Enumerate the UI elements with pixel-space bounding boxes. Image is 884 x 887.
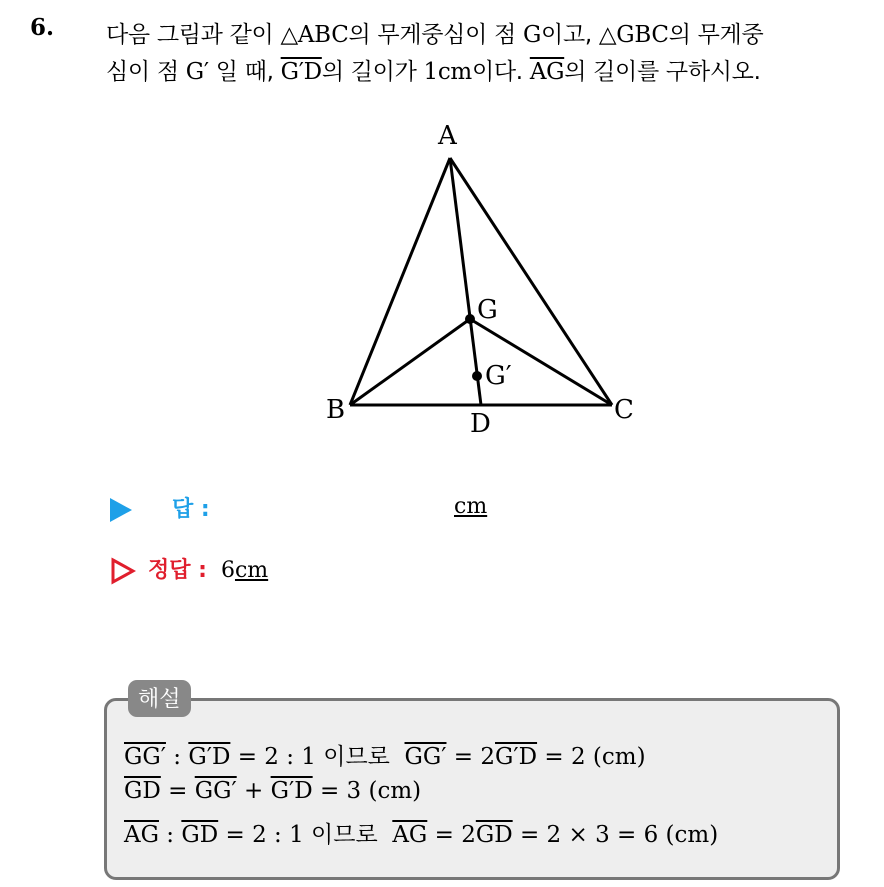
label-gprime: G′ bbox=[485, 361, 512, 391]
ko-text: 이므로 bbox=[323, 744, 390, 770]
ko-text: 이므로 bbox=[311, 822, 378, 848]
solution-line1 bbox=[124, 738, 646, 771]
op: = 3 (cm) bbox=[312, 778, 422, 804]
op: = 2 : 1 bbox=[230, 744, 324, 770]
op: = 2 bbox=[427, 822, 476, 848]
seg: $\overline{GD}$ bbox=[124, 778, 161, 804]
correct-value-unit: cm bbox=[234, 558, 269, 583]
q-text: 이다. bbox=[471, 59, 530, 85]
seg: $\overline{GD}$ bbox=[475, 822, 513, 848]
seg: GG′ bbox=[194, 778, 237, 804]
point-gprime: G′ bbox=[185, 59, 209, 85]
op: = 2 × 3 = 6 (cm) bbox=[512, 822, 719, 848]
point-g: G bbox=[522, 22, 542, 48]
op: = 2 (cm) bbox=[537, 744, 646, 770]
solution-line3 bbox=[124, 816, 718, 849]
seg: G′D bbox=[188, 744, 231, 770]
label-b: B bbox=[326, 395, 346, 425]
q-text: 심이 점 bbox=[106, 59, 186, 85]
seg: $\overline{AG}$ bbox=[392, 822, 428, 848]
correct-value-number: 6 bbox=[220, 558, 235, 583]
segment-gprime-d: G′D bbox=[280, 59, 322, 85]
answer-label: 답 : bbox=[172, 497, 210, 522]
correct-answer-row bbox=[110, 553, 268, 585]
label-d: D bbox=[470, 409, 491, 439]
q-text: 의 길이가 bbox=[321, 59, 424, 85]
solution-tag: 해설 bbox=[128, 680, 191, 717]
label-c: C bbox=[614, 395, 634, 425]
seg: $\overline{GD}$ bbox=[181, 822, 219, 848]
triangle-figure bbox=[300, 112, 660, 442]
q-text: 다음 그림과 같이 bbox=[106, 22, 281, 48]
side-ac bbox=[450, 158, 612, 405]
point-g-dot bbox=[465, 314, 475, 324]
triangle-abc: △ABC bbox=[280, 22, 349, 48]
q-text: 의 무게중 bbox=[668, 22, 764, 48]
correct-answer-label: 정답 : bbox=[148, 558, 207, 583]
triangle-gbc: △GBC bbox=[598, 22, 669, 48]
q-text: 의 길이를 구하시오. bbox=[564, 59, 761, 85]
question-text-line2 bbox=[106, 53, 761, 86]
q-text: 이고, bbox=[541, 22, 599, 48]
op: : bbox=[165, 744, 189, 770]
point-gprime-dot bbox=[472, 371, 482, 381]
q-text: 일 때, bbox=[208, 59, 281, 85]
segment-ag: $\overline{AG}$ bbox=[529, 59, 565, 85]
seg: GG′ bbox=[124, 744, 166, 770]
median-ad bbox=[450, 158, 481, 405]
length-value: 1cm bbox=[423, 59, 472, 85]
answer-row bbox=[110, 492, 210, 523]
outline-arrow-icon bbox=[110, 557, 136, 585]
correct-answer-value bbox=[221, 558, 268, 583]
op: : bbox=[158, 822, 182, 848]
answer-unit[interactable]: cm bbox=[454, 494, 488, 519]
label-a: A bbox=[438, 121, 457, 151]
op: = bbox=[160, 778, 195, 804]
question-text-line1 bbox=[106, 16, 763, 49]
question-number: 6. bbox=[30, 14, 55, 41]
seg: GG′ bbox=[404, 744, 447, 770]
label-g: G bbox=[477, 295, 498, 325]
seg: G′D bbox=[270, 778, 313, 804]
op: + bbox=[236, 778, 271, 804]
play-arrow-icon bbox=[110, 498, 132, 522]
seg: G′D bbox=[495, 744, 538, 770]
seg: $\overline{AG}$ bbox=[124, 822, 159, 848]
q-text: 의 무게중심이 점 bbox=[348, 22, 523, 48]
op: = 2 bbox=[446, 744, 496, 770]
op: = 2 : 1 bbox=[218, 822, 312, 848]
solution-line2 bbox=[124, 778, 421, 804]
